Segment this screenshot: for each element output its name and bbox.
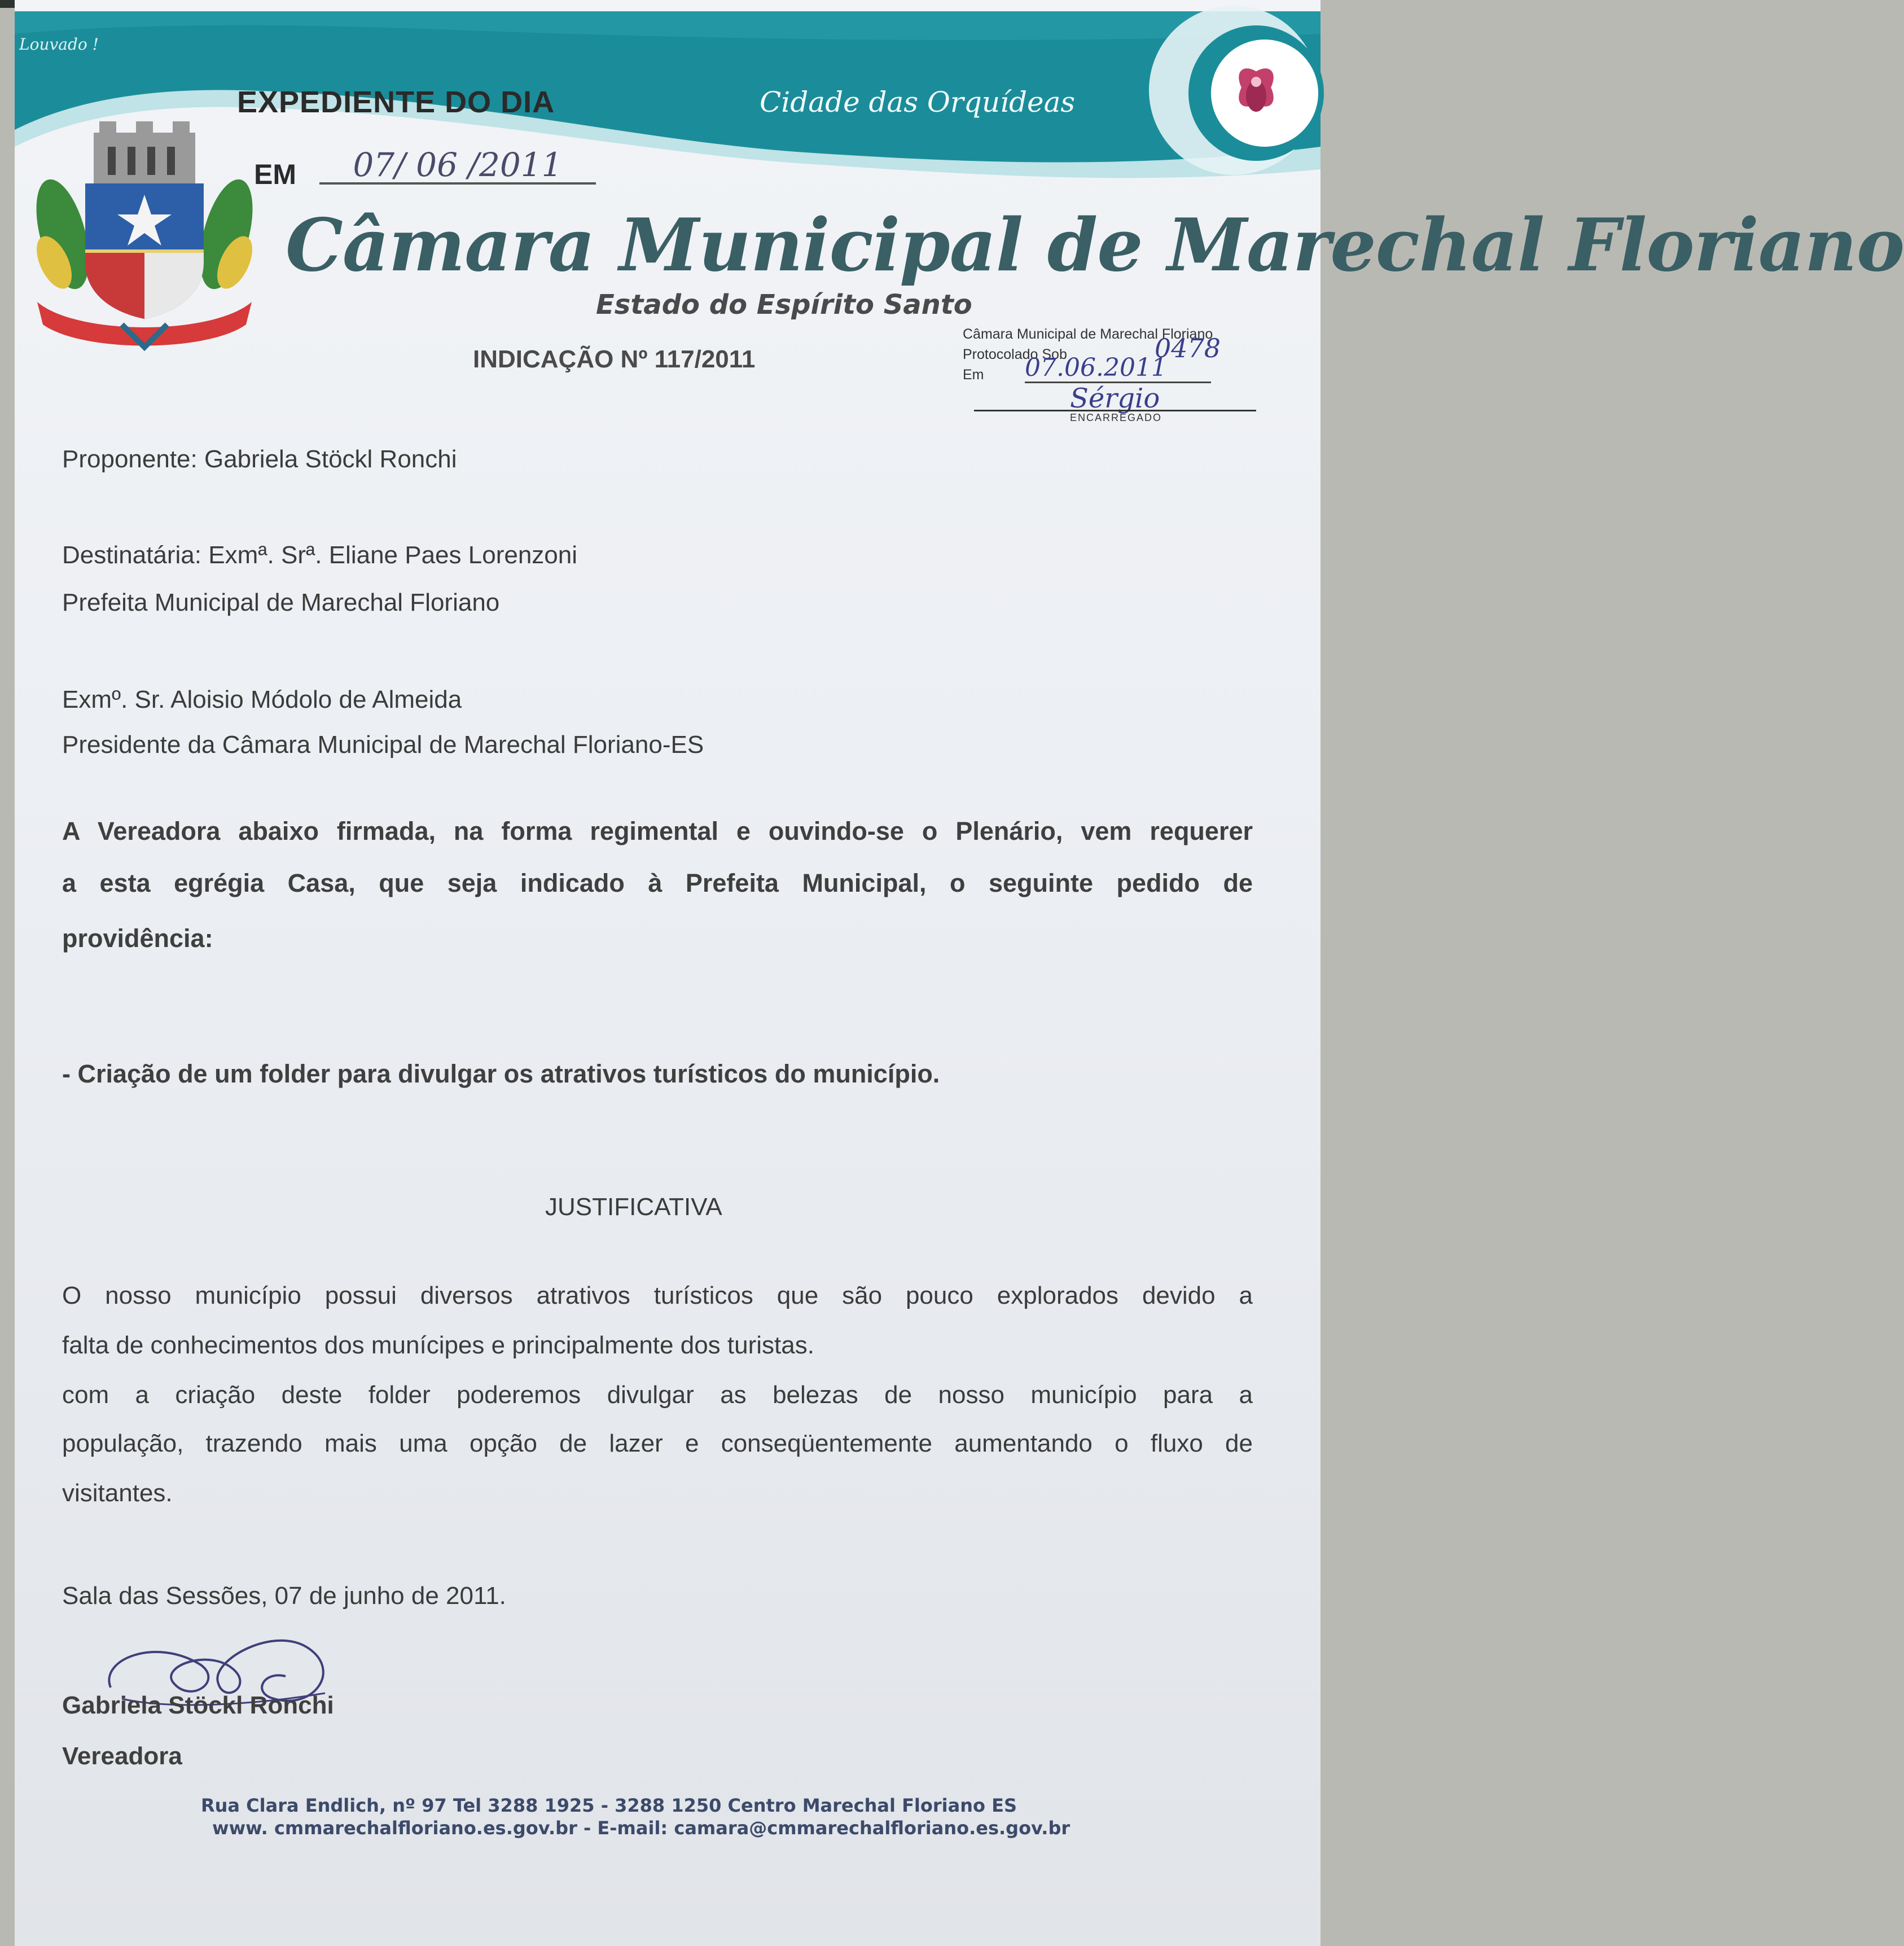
signer-name: Gabriela Stöckl Ronchi	[62, 1691, 334, 1719]
slogan: Cidade das Orquídeas	[760, 86, 1076, 119]
exmo-line: Exmº. Sr. Aloisio Módolo de Almeida	[62, 686, 462, 713]
footer-web: www. cmmarechalfloriano.es.gov.br - E-mail: camara@cmmarechalfloriano.es.gov.br	[212, 1817, 1071, 1839]
protocol-stamp	[963, 326, 1279, 428]
requested-item: - Criação de um folder para divulgar os atrativos turísticos do município.	[62, 1059, 940, 1088]
prefeita-line: Prefeita Municipal de Marechal Floriano	[62, 589, 500, 616]
stamp-date-label: Em	[963, 367, 984, 383]
justificativa-line-3: com a criação deste folder poderemos divulgar as belezas de nosso município para a	[62, 1381, 1253, 1409]
state-subtitle: Estado do Espírito Santo	[596, 289, 972, 321]
stamp-signature-line	[974, 410, 1256, 411]
request-line-1: A Vereadora abaixo firmada, na forma regimental e ouvindo-se o Plenário, vem requerer	[62, 817, 1253, 845]
closing-line: Sala das Sessões, 07 de junho de 2011.	[62, 1582, 506, 1610]
orchid-icon	[1214, 54, 1298, 127]
destinataria-line: Destinatária: Exmª. Srª. Eliane Paes Lorenzoni	[62, 541, 577, 569]
presidente-line: Presidente da Câmara Municipal de Marechal Floriano-ES	[62, 731, 704, 759]
institution-title: Câmara Municipal de Marechal Floriano	[286, 203, 1904, 288]
expediente-label: EXPEDIENTE DO DIA	[237, 85, 555, 119]
em-date-handwritten: 07/ 06 /2011	[319, 148, 596, 185]
document-page	[15, 0, 1904, 1946]
stamp-protocol-label: Protocolado Sob	[963, 347, 1067, 362]
justificativa-line-5: visitantes.	[62, 1479, 173, 1507]
request-line-3: providência:	[62, 924, 213, 953]
stamp-protocol-number: 0478	[1155, 333, 1221, 363]
stamp-footer: ENCARREGADO	[1070, 412, 1162, 423]
justificativa-line-1: O nosso município possui diversos atrativos turísticos que são pouco explorados devido a	[62, 1282, 1253, 1309]
stamp-date-value: 07.06.2011	[1025, 354, 1211, 383]
justificativa-line-2: falta de conhecimentos dos munícipes e principalmente dos turistas.	[62, 1331, 814, 1359]
signer-role: Vereadora	[62, 1742, 182, 1770]
indicacao-number: INDICAÇÃO Nº 117/2011	[473, 345, 756, 373]
justificativa-title: JUSTIFICATIVA	[545, 1193, 722, 1221]
proponente-line: Proponente: Gabriela Stöckl Ronchi	[62, 445, 457, 473]
stamp-signature: Sérgio	[1070, 383, 1160, 414]
justificativa-line-4: população, trazendo mais uma opção de lazer e conseqüentemente aumentando o fluxo de	[62, 1430, 1253, 1457]
corner-text: Louvado !	[19, 35, 99, 54]
footer-address: Rua Clara Endlich, nº 97 Tel 3288 1925 - 3288 1250 Centro Marechal Floriano ES	[201, 1795, 1017, 1816]
stamp-line1: Câmara Municipal de Marechal Floriano	[963, 326, 1213, 342]
em-label: EM	[254, 159, 296, 190]
municipal-crest-icon	[32, 121, 257, 353]
request-line-2: a esta egrégia Casa, que seja indicado à Prefeita Municipal, o seguinte pedido de	[62, 869, 1253, 897]
